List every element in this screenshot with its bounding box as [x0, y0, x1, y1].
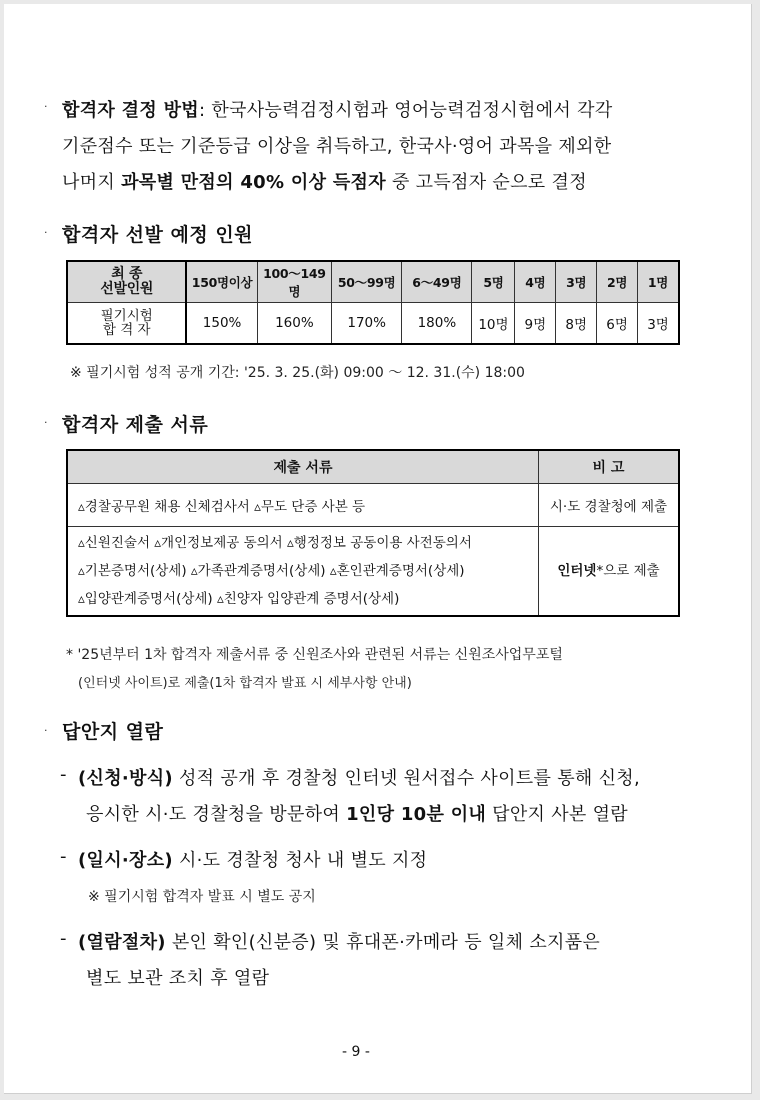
table-header-row [67, 450, 679, 484]
column-header: 1명 [638, 261, 679, 303]
documents-cell [67, 527, 539, 617]
item1-line1 [78, 764, 640, 790]
documents-cell: ▵경찰공무원 채용 신체검사서 ▵무도 단증 사본 등 [67, 484, 539, 527]
item3-line1 [78, 928, 600, 954]
item1-line2-a: 응시한 시·도 경찰청을 방문하여 [86, 804, 347, 825]
table-cell: 160% [257, 303, 331, 345]
item2-note: ※ 필기시험 합격자 발표 시 별도 공지 [88, 889, 316, 905]
section2-heading: 합격자 선발 예정 인원 [62, 224, 254, 246]
documents-line: ▵입양관계증명서(상세) ▵친양자 입양관계 증명서(상세) [78, 591, 400, 607]
table-row [67, 527, 679, 617]
section1-line2: 기준점수 또는 기준등급 이상을 취득하고, 한국사·영어 과목을 제외한 [62, 136, 612, 157]
remarks-bold: 인터넷 [557, 563, 597, 579]
header-label-line1: 최 종 [111, 266, 143, 282]
dash-mark: - [60, 928, 67, 949]
item1-line2-bold: 1인당 10분 이내 [346, 804, 487, 825]
remarks-column-header: 비 고 [539, 450, 680, 484]
table-cell: 10명 [472, 303, 515, 345]
item3-line2: 별도 보관 조치 후 열람 [86, 968, 270, 989]
selection-quota-table [66, 260, 680, 345]
item3-label: (열람절차) [78, 932, 166, 953]
bullet-mark: · [44, 724, 48, 737]
table-cell: 9명 [515, 303, 556, 345]
column-header: 2명 [597, 261, 638, 303]
row-label-line2: 합 격 자 [102, 322, 151, 338]
section1-line3-bold: 과목별 만점의 40% 이상 득점자 [121, 172, 386, 193]
section3-heading: 합격자 제출 서류 [62, 414, 209, 436]
item2-line [78, 846, 427, 872]
documents-line: ▵신원진술서 ▵개인정보제공 동의서 ▵행정정보 공동이용 사전동의서 [78, 535, 472, 551]
table-cell: 180% [402, 303, 472, 345]
table-header-label [67, 261, 186, 303]
documents-column-header: 제출 서류 [67, 450, 539, 484]
page-number: - 9 - [342, 1044, 370, 1060]
remarks-cell [539, 527, 680, 617]
column-header: 5명 [472, 261, 515, 303]
item3-text: 본인 확인(신분증) 및 휴대폰·카메라 등 일체 소지품은 [165, 932, 601, 953]
table-cell: 8명 [556, 303, 597, 345]
dash-mark: - [60, 764, 67, 785]
table-cell: 6명 [597, 303, 638, 345]
documents-line: ▵기본증명서(상세) ▵가족관계증명서(상세) ▵혼인관계증명서(상세) [78, 563, 465, 579]
item2-text: 시·도 경찰청 청사 내 별도 지정 [172, 850, 428, 871]
footnote-line1: * '25년부터 1차 합격자 제출서류 중 신원조사와 관련된 서류는 신원조사업무포털 [66, 647, 563, 663]
document-page [4, 4, 752, 1094]
item1-label: (신청·방식) [78, 768, 173, 789]
section1-line1-text: : 한국사능력검정시험과 영어능력검정시험에서 각각 [198, 100, 613, 121]
bullet-mark: · [44, 100, 48, 113]
submission-documents-table [66, 449, 680, 617]
item2-label: (일시·장소) [78, 850, 173, 871]
section1-line3-a: 나머지 [62, 172, 122, 193]
table-row [67, 484, 679, 527]
remarks-rest: *으로 제출 [596, 563, 660, 579]
section4-heading: 답안지 열람 [62, 721, 164, 743]
item1-line2 [86, 800, 628, 826]
score-release-note: ※ 필기시험 성적 공개 기간: '25. 3. 25.(화) 09:00 ～ 12. 31.(수) 18:00 [70, 365, 525, 381]
header-label-line2: 선발인원 [100, 281, 154, 297]
row-label-line1: 필기시험 [100, 308, 153, 324]
table-cell: 3명 [638, 303, 679, 345]
table-cell: 150% [186, 303, 257, 345]
remarks-cell: 시·도 경찰청에 제출 [539, 484, 680, 527]
column-header: 6～49명 [402, 261, 472, 303]
table-cell: 170% [332, 303, 402, 345]
column-header: 4명 [515, 261, 556, 303]
column-header: 100～149명 [257, 261, 331, 303]
column-header: 3명 [556, 261, 597, 303]
item1-line2-b: 답안지 사본 열람 [486, 804, 628, 825]
table-row [67, 303, 679, 345]
section1-heading: 합격자 결정 방법 [62, 100, 199, 121]
section1-line1 [62, 96, 613, 122]
item1-text: 성적 공개 후 경찰청 인터넷 원서접수 사이트를 통해 신청, [172, 768, 640, 789]
section1-line3-b: 중 고득점자 순으로 결정 [385, 172, 587, 193]
footnote-line2: (인터넷 사이트)로 제출(1차 합격자 발표 시 세부사항 안내) [78, 676, 412, 691]
bullet-mark: · [44, 226, 48, 239]
column-header: 50～99명 [332, 261, 402, 303]
dash-mark: - [60, 846, 67, 867]
bullet-mark: · [44, 416, 48, 429]
table-row-label [67, 303, 186, 345]
table-header-row [67, 261, 679, 303]
column-header: 150명이상 [186, 261, 257, 303]
section1-line3 [62, 168, 587, 194]
